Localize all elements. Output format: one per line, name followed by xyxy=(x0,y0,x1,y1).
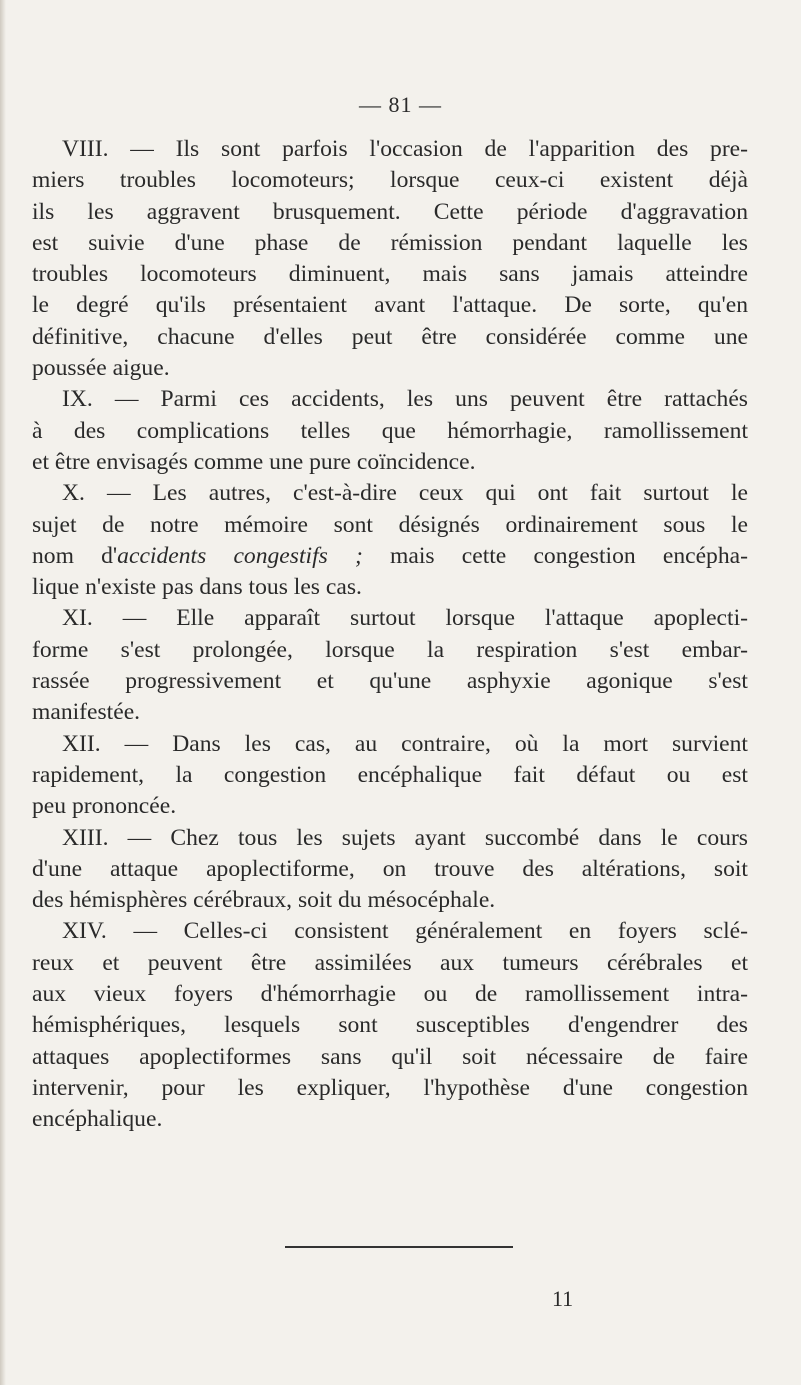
text-line: hémisphériques, lesquels sont susceptibles d'engendrer des xyxy=(32,1012,748,1039)
text-line: d'une attaque apoplectiforme, on trouve des altérations, soit xyxy=(32,855,748,882)
text-line: reux et peuvent être assimilées aux tumeurs cérébrales et xyxy=(32,949,748,976)
text-line: manifestée. xyxy=(32,699,141,726)
text-line: des hémisphères cérébraux, soit du mésocéphale. xyxy=(32,887,496,914)
text-line: attaques apoplectiformes sans qu'il soit nécessaire de faire xyxy=(32,1043,748,1070)
body-text xyxy=(32,134,748,1136)
paragraph-x xyxy=(32,478,748,603)
text-line: XI. — Elle apparaît surtout lorsque l'attaque apoplecti- xyxy=(62,605,748,632)
text-line: à des complications telles que hémorrhagie, ramollissement xyxy=(32,417,748,444)
text-line: forme s'est prolongée, lorsque la respiration s'est embar- xyxy=(32,636,748,663)
text-line: troubles locomoteurs diminuent, mais sans jamais atteindre xyxy=(32,261,748,288)
text-line: rassée progressivement et qu'une asphyxie agonique s'est xyxy=(32,668,748,695)
text-line: ils les aggravent brusquement. Cette période d'aggravation xyxy=(32,198,748,225)
text-line: poussée aigue. xyxy=(32,355,170,382)
text-line: lique n'existe pas dans tous les cas. xyxy=(32,574,362,601)
paragraph-viii xyxy=(32,134,748,384)
text-line: intervenir, pour les expliquer, l'hypothèse d'une congestion xyxy=(32,1074,748,1101)
text-line: le degré qu'ils présentaient avant l'attaque. De sorte, qu'en xyxy=(32,292,748,319)
text-line: sujet de notre mémoire sont désignés ordinairement sous le xyxy=(32,511,748,538)
text-line: XIII. — Chez tous les sujets ayant succombé dans le cours xyxy=(62,824,748,851)
text-line: miers troubles locomoteurs; lorsque ceux-ci existent déjà xyxy=(32,167,748,194)
text-line: XII. — Dans les cas, au contraire, où la mort survient xyxy=(62,730,748,757)
text-line: aux vieux foyers d'hémorrhagie ou de ramollissement intra- xyxy=(32,981,748,1008)
signature-mark: 11 xyxy=(552,1286,574,1311)
text-line: IX. — Parmi ces accidents, les uns peuvent être rattachés xyxy=(62,386,748,413)
text-line: définitive, chacune d'elles peut être considérée comme une xyxy=(32,323,748,350)
text-line: encéphalique. xyxy=(32,1106,163,1133)
text-line: rapidement, la congestion encéphalique fait défaut ou est xyxy=(32,761,748,788)
paragraph-xi xyxy=(32,603,748,728)
text-span: nom d' xyxy=(32,542,118,569)
paragraph-xiii xyxy=(32,823,748,917)
text-line: X. — Les autres, c'est-à-dire ceux qui ont fait surtout le xyxy=(62,480,748,507)
paragraph-xii xyxy=(32,729,748,823)
text-line: peu prononcée. xyxy=(32,793,177,820)
page-edge-shadow xyxy=(0,0,6,1385)
text-span: mais cette congestion encépha- xyxy=(362,542,748,569)
text-line: et être envisagés comme une pure coïncidence. xyxy=(32,448,476,475)
italic-term: accidents congestifs ; xyxy=(117,542,363,569)
section-rule xyxy=(285,1246,513,1248)
text-line: XIV. — Celles-ci consistent généralement en foyers sclé- xyxy=(62,918,748,945)
page-number: — 81 — xyxy=(359,92,442,117)
paragraph-ix xyxy=(32,384,748,478)
text-line: est suivie d'une phase de rémission pendant laquelle les xyxy=(32,229,748,256)
text-line xyxy=(32,541,748,572)
paragraph-xiv xyxy=(32,916,748,1135)
text-line: VIII. — Ils sont parfois l'occasion de l'apparition des pre- xyxy=(62,136,748,162)
